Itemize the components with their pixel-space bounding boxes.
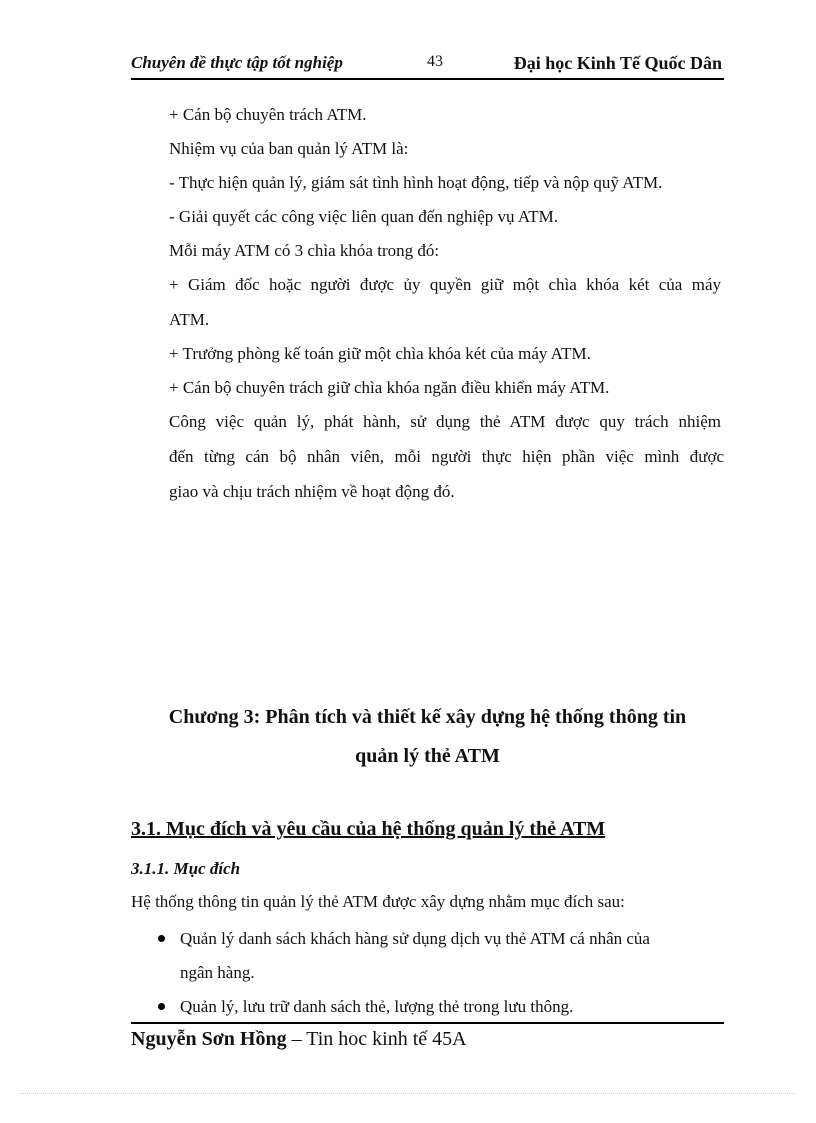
bullet-1-line-2: ngân hàng.	[180, 963, 255, 982]
footer-author: Nguyễn Sơn Hồng	[131, 1028, 287, 1050]
footer-class: – Tin hoc kinh tế 45A	[286, 1028, 467, 1050]
header-university: Đại học Kinh Tế Quốc Dân	[513, 53, 722, 73]
body-line-8: + Trưởng phòng kế toán giữ một chìa khóa két của máy ATM.	[169, 344, 591, 363]
body-line-1: + Cán bộ chuyên trách ATM.	[169, 105, 367, 124]
body-line-6: + Giám đốc hoặc người được ủy quyền giữ một chìa khóa két của máy	[169, 275, 721, 294]
body-line-4: - Giải quyết các công việc liên quan đến nghiệp vụ ATM.	[169, 207, 558, 226]
bullet-icon	[158, 1003, 165, 1010]
subsection-heading: 3.1.1. Mục đích	[131, 859, 241, 878]
footer-divider	[131, 1022, 724, 1024]
intro-line: Hệ thống thông tin quản lý thẻ ATM được xây dựng nhằm mục đích sau:	[131, 892, 625, 911]
header-course-title: Chuyên đề thực tập tốt nghiệp	[131, 53, 343, 72]
section-heading: 3.1. Mục đích và yêu cầu của hệ thống quản lý thẻ ATM	[131, 818, 606, 840]
body-line-10: Công việc quản lý, phát hành, sử dụng thẻ ATM được quy trách nhiệm	[169, 412, 721, 431]
bullet-2-line-1: Quản lý, lưu trữ danh sách thẻ, lượng thẻ trong lưu thông.	[180, 997, 574, 1016]
page-bottom-edge	[20, 1093, 796, 1094]
bullet-1-line-1: Quản lý danh sách khách hàng sử dụng dịch vụ thẻ ATM cá nhân của	[180, 929, 650, 948]
body-line-9: + Cán bộ chuyên trách giữ chìa khóa ngăn điều khiển máy ATM.	[169, 378, 610, 397]
page-header	[131, 50, 724, 80]
body-line-5: Mỗi máy ATM có 3 chìa khóa trong đó:	[169, 241, 440, 260]
bullet-icon	[158, 935, 165, 942]
chapter-title-line-1: Chương 3: Phân tích và thiết kế xây dựng hệ thống thông tin	[168, 706, 687, 728]
body-line-7: ATM.	[169, 310, 210, 329]
page-number: 43	[427, 53, 443, 70]
body-line-2: Nhiệm vụ của ban quản lý ATM là:	[169, 139, 409, 158]
body-line-11: đến từng cán bộ nhân viên, mỗi người thực hiện phần việc mình được	[169, 447, 724, 466]
page-footer	[131, 1028, 467, 1051]
body-line-3: - Thực hiện quản lý, giám sát tình hình hoạt động, tiếp và nộp quỹ ATM.	[169, 173, 663, 192]
chapter-title-line-2: quản lý thẻ ATM	[355, 745, 500, 767]
body-line-12: giao và chịu trách nhiệm về hoạt động đó.	[169, 482, 455, 501]
